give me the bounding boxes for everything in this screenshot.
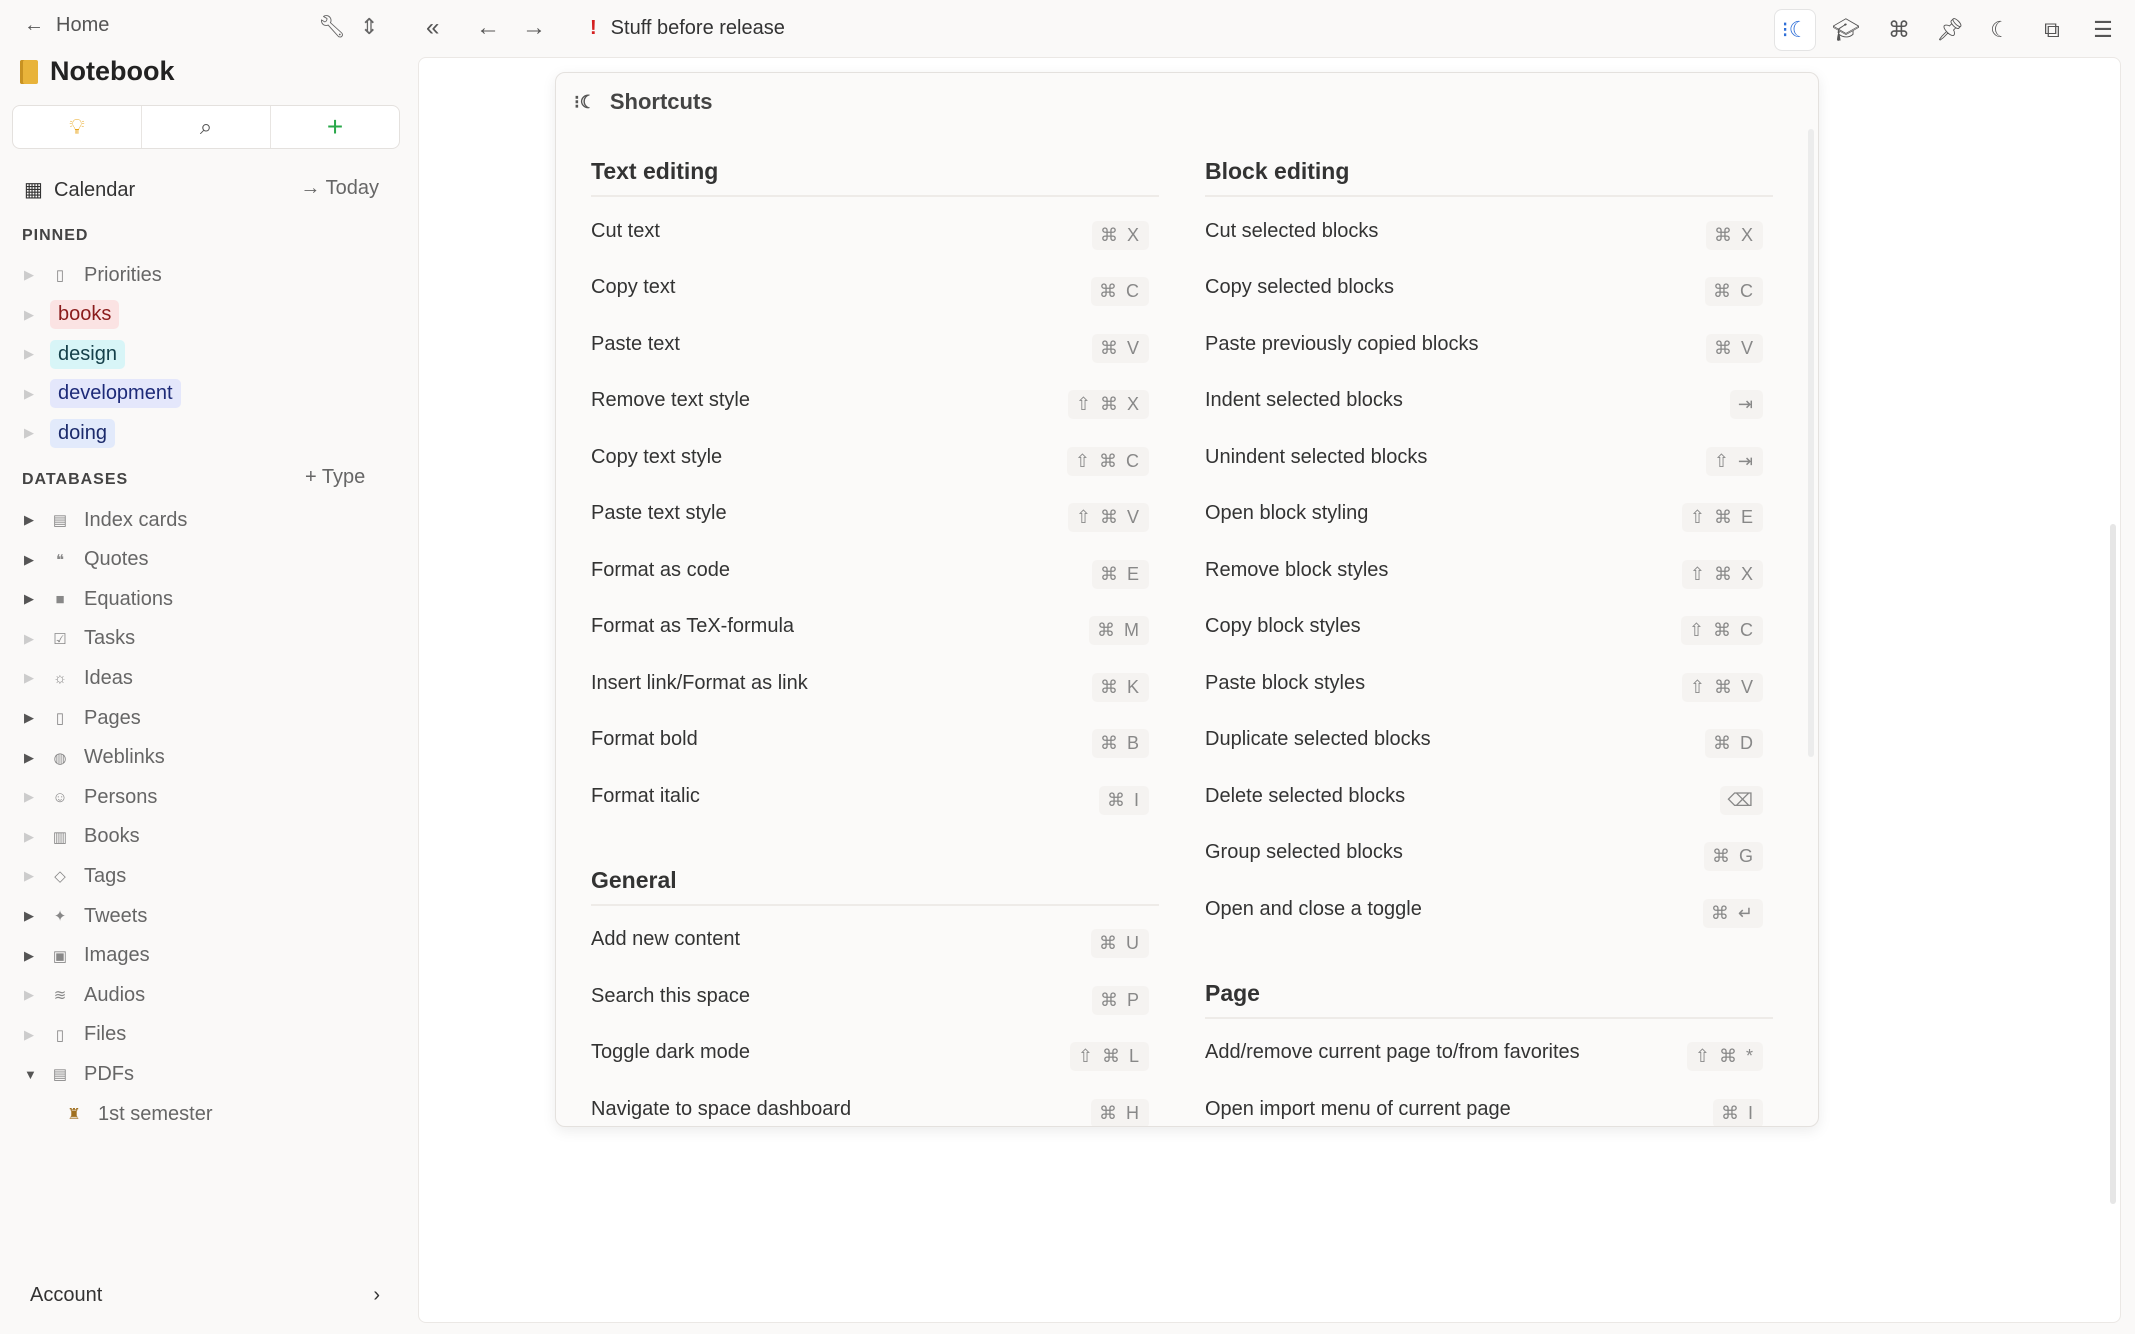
shortcut-key: ⇧ ⌘ X — [1068, 390, 1149, 419]
student-icon: ♜ — [67, 1106, 81, 1123]
lightbulb-icon[interactable]: 💡︎ — [13, 106, 142, 148]
moon-icon[interactable]: ☾ — [1990, 17, 2010, 42]
shortcut-row — [591, 316, 1159, 373]
expand-triangle-icon[interactable]: ▶ — [24, 551, 34, 567]
shortcut-row — [1205, 429, 1773, 486]
arrow-left-icon: ← — [24, 14, 44, 36]
shortcut-list — [591, 197, 1159, 825]
shortcut-key: ⇧ ⌘ L — [1070, 1042, 1149, 1071]
tag-label: doing — [50, 419, 115, 448]
menu-icon[interactable]: ☰ — [2093, 17, 2113, 42]
shortcut-row — [591, 203, 1159, 260]
database-label: Files — [84, 1023, 127, 1046]
database-child-1st-semester[interactable] — [64, 1096, 212, 1132]
expand-triangle-icon[interactable]: ▶ — [24, 630, 34, 646]
shortcut-label: Cut selected blocks — [1205, 219, 1379, 242]
expand-triangle-icon[interactable]: ▶ — [24, 306, 34, 322]
database-label: Ideas — [84, 666, 133, 689]
calendar-label: Calendar — [54, 179, 136, 201]
database-item-tasks[interactable] — [24, 621, 135, 657]
add-type-button[interactable]: + Type — [305, 466, 366, 488]
pdfs-icon: ▤ — [52, 1066, 68, 1084]
shortcut-key: ⌘ V — [1706, 334, 1763, 363]
shortcut-label: Cut text — [591, 219, 660, 242]
shortcut-label: Format as code — [591, 558, 730, 581]
database-label: Quotes — [84, 548, 149, 571]
database-item-tweets[interactable] — [24, 898, 147, 934]
shortcut-key: ⌘ C — [1091, 277, 1149, 306]
shortcut-row — [1205, 260, 1773, 317]
shortcut-key: ⌘ G — [1704, 842, 1763, 871]
shortcut-key: ⇥ — [1730, 390, 1763, 419]
shortcut-row — [591, 1025, 1159, 1082]
shortcut-key: ⌘ D — [1705, 729, 1763, 758]
shortcut-row — [591, 912, 1159, 969]
sidebar — [0, 0, 415, 1334]
database-label: Weblinks — [84, 746, 165, 769]
shortcut-row — [591, 1081, 1159, 1127]
arrow-right-icon: → — [300, 177, 321, 199]
index-cards-icon: ▤ — [52, 512, 68, 529]
notebook-title[interactable] — [20, 56, 175, 87]
tag-label: development — [50, 379, 181, 408]
pinned-label: Priorities — [84, 263, 162, 286]
images-icon: ▣ — [52, 947, 68, 965]
shortcut-label: Add new content — [591, 928, 740, 951]
child-label: 1st semester — [98, 1102, 213, 1125]
pages-icon: ▯ — [55, 710, 65, 727]
graph-icon[interactable]: ⌘ — [1888, 17, 1910, 42]
shortcut-list — [1205, 1019, 1773, 1128]
shortcut-label: Format bold — [591, 728, 698, 751]
database-label: PDFs — [84, 1062, 134, 1085]
quotes-icon: ❝ — [55, 551, 65, 569]
shortcut-label: Copy selected blocks — [1205, 276, 1394, 299]
shortcut-key: ⇧ ⌘ V — [1068, 503, 1149, 532]
shortcut-label: Copy block styles — [1205, 615, 1361, 638]
pinned-item-doing[interactable] — [24, 415, 115, 451]
database-label: Pages — [84, 706, 141, 729]
expand-triangle-icon[interactable]: ▶ — [24, 789, 34, 805]
expand-triangle-icon[interactable]: ▶ — [24, 828, 34, 844]
forward-icon[interactable]: → — [522, 14, 546, 41]
shortcut-label: Delete selected blocks — [1205, 784, 1406, 807]
shortcut-key: ⇧ ⌘ C — [1681, 616, 1763, 645]
shortcut-row — [591, 542, 1159, 599]
shortcut-row — [1205, 881, 1773, 938]
page-title[interactable] — [590, 17, 785, 40]
section-heading-page: Page — [1205, 963, 1773, 1019]
expand-triangle-icon[interactable]: ▶ — [24, 591, 34, 607]
shortcut-row — [1205, 373, 1773, 430]
shortcut-key: ⇧ ⌘ E — [1682, 503, 1763, 532]
shortcut-key: ⌘ I — [1099, 786, 1149, 815]
shortcut-key: ⌘ ↵ — [1703, 899, 1763, 928]
shortcuts-right-column — [1205, 141, 1773, 1127]
home-link[interactable] — [24, 14, 109, 37]
shortcut-row — [591, 429, 1159, 486]
graduation-cap-icon[interactable]: 🎓︎ — [1832, 17, 1860, 42]
database-item-books[interactable] — [24, 819, 140, 855]
shortcut-key: ⌘ C — [1705, 277, 1763, 306]
shortcut-row — [1205, 768, 1773, 825]
page-title-text: Stuff before release — [610, 17, 785, 39]
pinned-item-priorities[interactable] — [24, 257, 162, 293]
shortcut-label: Copy text — [591, 276, 676, 299]
section-heading-text-editing: Text editing — [591, 141, 1159, 197]
persons-icon: ☺ — [52, 788, 68, 806]
tags-icon: ◇ — [54, 868, 66, 886]
shortcut-key: ⌘ H — [1091, 1099, 1149, 1127]
shortcut-key: ⇧ ⌘ * — [1687, 1042, 1763, 1071]
shortcut-label: Group selected blocks — [1205, 841, 1403, 864]
expand-triangle-icon[interactable]: ▶ — [24, 346, 34, 362]
shortcut-label: Search this space — [591, 984, 750, 1007]
shortcut-key: ⇧ ⇥ — [1706, 447, 1763, 476]
shortcut-label: Remove block styles — [1205, 558, 1389, 581]
database-label: Index cards — [84, 508, 188, 531]
equations-icon: ■ — [55, 590, 65, 608]
shortcuts-icon[interactable]: ⁝☾ — [1775, 10, 1815, 50]
shortcuts-panel — [555, 72, 1819, 1127]
expand-triangle-icon[interactable]: ▶ — [24, 987, 34, 1003]
today-link[interactable] — [300, 177, 379, 202]
shortcut-key: ⌘ B — [1092, 729, 1149, 758]
shortcut-row — [591, 712, 1159, 769]
calendar-icon: ▦ — [24, 179, 43, 201]
shortcut-row — [1205, 599, 1773, 656]
shortcuts-icon: ⁝☾ — [574, 91, 596, 112]
ideas-icon: ☼ — [53, 669, 67, 687]
alert-icon: ! — [590, 17, 597, 39]
pinned-item-books[interactable] — [24, 297, 119, 333]
expand-triangle-icon[interactable]: ▶ — [24, 512, 34, 527]
shortcut-row — [1205, 655, 1773, 712]
shortcuts-title: Shortcuts — [609, 89, 713, 114]
account-button[interactable] — [30, 1284, 380, 1307]
shortcut-label: Indent selected blocks — [1205, 389, 1403, 412]
section-heading-general: General — [591, 850, 1159, 906]
shortcut-list — [1205, 197, 1773, 938]
shortcut-row — [591, 599, 1159, 656]
database-item-audios[interactable] — [24, 977, 145, 1013]
shortcut-label: Paste previously copied blocks — [1205, 332, 1479, 355]
shortcut-key: ⌘ U — [1091, 929, 1149, 958]
tweets-icon: ✦ — [53, 908, 67, 925]
shortcut-row — [591, 768, 1159, 825]
shortcut-row — [591, 655, 1159, 712]
shortcuts-header — [574, 89, 713, 115]
notebook-icon — [20, 60, 38, 84]
database-label: Tasks — [84, 627, 136, 650]
shortcut-key: ⌘ E — [1092, 560, 1149, 589]
shortcut-list — [591, 906, 1159, 1128]
account-label: Account — [30, 1284, 103, 1306]
database-item-equations[interactable] — [24, 581, 173, 617]
shortcut-row — [1205, 712, 1773, 769]
weblinks-icon: ◍ — [53, 749, 67, 767]
shortcut-label: Open and close a toggle — [1205, 897, 1422, 920]
shortcut-key: ⇧ ⌘ C — [1067, 447, 1149, 476]
expand-triangle-icon[interactable]: ▶ — [24, 749, 34, 765]
shortcut-label: Paste text style — [591, 502, 727, 525]
database-label: Tweets — [84, 904, 148, 927]
shortcut-label: Paste block styles — [1205, 671, 1366, 694]
shortcut-row — [591, 968, 1159, 1025]
shortcut-row — [1205, 542, 1773, 599]
database-label: Tags — [84, 864, 127, 887]
pinned-item-development[interactable] — [24, 376, 181, 412]
shortcut-label: Open import menu of current page — [1205, 1097, 1511, 1120]
shortcut-key: ⌘ M — [1089, 616, 1149, 645]
shortcut-key: ⌘ I — [1713, 1099, 1763, 1127]
shortcuts-scrollbar[interactable] — [1808, 129, 1814, 757]
section-heading-block-editing: Block editing — [1205, 141, 1773, 197]
today-label: Today — [325, 177, 379, 199]
expand-triangle-icon[interactable]: ▶ — [24, 908, 34, 923]
add-icon[interactable]: + — [326, 111, 344, 142]
windows-icon[interactable]: ⧉ — [2044, 17, 2060, 42]
shortcut-label: Unindent selected blocks — [1205, 445, 1428, 468]
shortcuts-left-column — [591, 141, 1159, 1127]
database-item-tags[interactable] — [24, 858, 126, 894]
main-scrollbar[interactable] — [2110, 524, 2116, 1204]
shortcut-label: Navigate to space dashboard — [591, 1097, 852, 1120]
shortcut-key: ⌘ X — [1092, 221, 1149, 250]
expand-triangle-icon[interactable]: ▼ — [24, 1066, 37, 1082]
database-label: Equations — [84, 587, 173, 610]
expand-triangle-icon[interactable]: ▶ — [24, 670, 34, 686]
expand-triangle-icon[interactable]: ▶ — [24, 710, 34, 725]
page-icon: ▯ — [55, 267, 65, 284]
shortcut-row — [1205, 203, 1773, 260]
calendar-link[interactable] — [24, 177, 135, 202]
database-item-persons[interactable] — [24, 779, 157, 815]
shortcut-key: ⌘ V — [1092, 334, 1149, 363]
calendar-row — [24, 177, 379, 202]
shortcut-label: Copy text style — [591, 445, 723, 468]
notebook-label: Notebook — [50, 56, 175, 86]
expand-triangle-icon[interactable]: ▶ — [24, 425, 34, 441]
chevron-right-icon: › — [373, 1284, 380, 1306]
shortcut-key: ⌘ X — [1706, 221, 1763, 250]
home-label: Home — [56, 14, 110, 36]
database-label: Audios — [84, 983, 146, 1006]
shortcut-row — [591, 260, 1159, 317]
pin-icon[interactable]: 📌︎ — [1936, 17, 1964, 42]
chevron-up-down-icon[interactable]: ⇕ — [360, 14, 379, 39]
shortcut-label: Duplicate selected blocks — [1205, 728, 1431, 751]
tag-label: design — [50, 340, 125, 369]
expand-triangle-icon[interactable]: ▶ — [24, 267, 34, 282]
search-icon[interactable]: ⌕ — [142, 106, 271, 148]
database-item-index-cards[interactable] — [24, 502, 187, 538]
shortcut-row — [1205, 316, 1773, 373]
books-icon: ▥ — [52, 828, 68, 846]
expand-triangle-icon[interactable]: ▶ — [24, 1026, 34, 1042]
databases-heading: DATABASES — [22, 471, 129, 488]
database-label: Persons — [84, 785, 158, 808]
audios-icon: ≋ — [53, 987, 67, 1005]
shortcut-label: Remove text style — [591, 389, 750, 412]
files-icon: ▯ — [55, 1026, 65, 1044]
add-type-label: Type — [321, 466, 366, 488]
sidebar-toolbar — [12, 105, 400, 149]
shortcut-label: Open block styling — [1205, 502, 1369, 525]
database-item-pages[interactable] — [24, 700, 141, 736]
shortcut-key: ⌫ — [1720, 786, 1763, 815]
tag-label: books — [50, 300, 119, 329]
shortcut-row — [1205, 486, 1773, 543]
shortcut-key: ⌘ P — [1092, 986, 1149, 1015]
shortcut-label: Toggle dark mode — [591, 1041, 750, 1064]
shortcut-label: Format as TeX-formula — [591, 615, 795, 638]
shortcut-row — [591, 486, 1159, 543]
database-item-pdfs[interactable] — [24, 1056, 134, 1092]
shortcut-label: Insert link/Format as link — [591, 671, 808, 694]
pinned-heading: PINNED — [22, 227, 89, 244]
back-icon[interactable]: ← — [476, 14, 500, 41]
shortcut-label: Add/remove current page to/from favorites — [1205, 1041, 1580, 1064]
tasks-icon: ☑ — [53, 630, 67, 648]
shortcut-row — [1205, 1081, 1773, 1127]
database-item-weblinks[interactable] — [24, 740, 165, 776]
collapse-sidebar-icon[interactable]: « — [426, 14, 440, 41]
database-item-ideas[interactable] — [24, 660, 133, 696]
database-item-quotes[interactable] — [24, 542, 148, 578]
expand-triangle-icon[interactable]: ▶ — [24, 385, 34, 401]
expand-triangle-icon[interactable]: ▶ — [24, 868, 34, 884]
database-item-images[interactable] — [24, 938, 150, 974]
database-item-files[interactable] — [24, 1017, 126, 1053]
shortcut-key: ⇧ ⌘ X — [1682, 560, 1763, 589]
wrench-icon[interactable]: 🔧︎ — [318, 14, 346, 39]
pinned-item-design[interactable] — [24, 336, 125, 372]
expand-triangle-icon[interactable]: ▶ — [24, 947, 34, 963]
shortcut-label: Paste text — [591, 332, 680, 355]
database-label: Books — [84, 825, 140, 848]
database-label: Images — [84, 944, 150, 967]
shortcut-label: Format italic — [591, 784, 700, 807]
shortcut-row — [1205, 825, 1773, 882]
shortcut-key: ⇧ ⌘ V — [1682, 673, 1763, 702]
shortcut-row — [591, 373, 1159, 430]
shortcut-row — [1205, 1025, 1773, 1082]
shortcut-key: ⌘ K — [1092, 673, 1149, 702]
